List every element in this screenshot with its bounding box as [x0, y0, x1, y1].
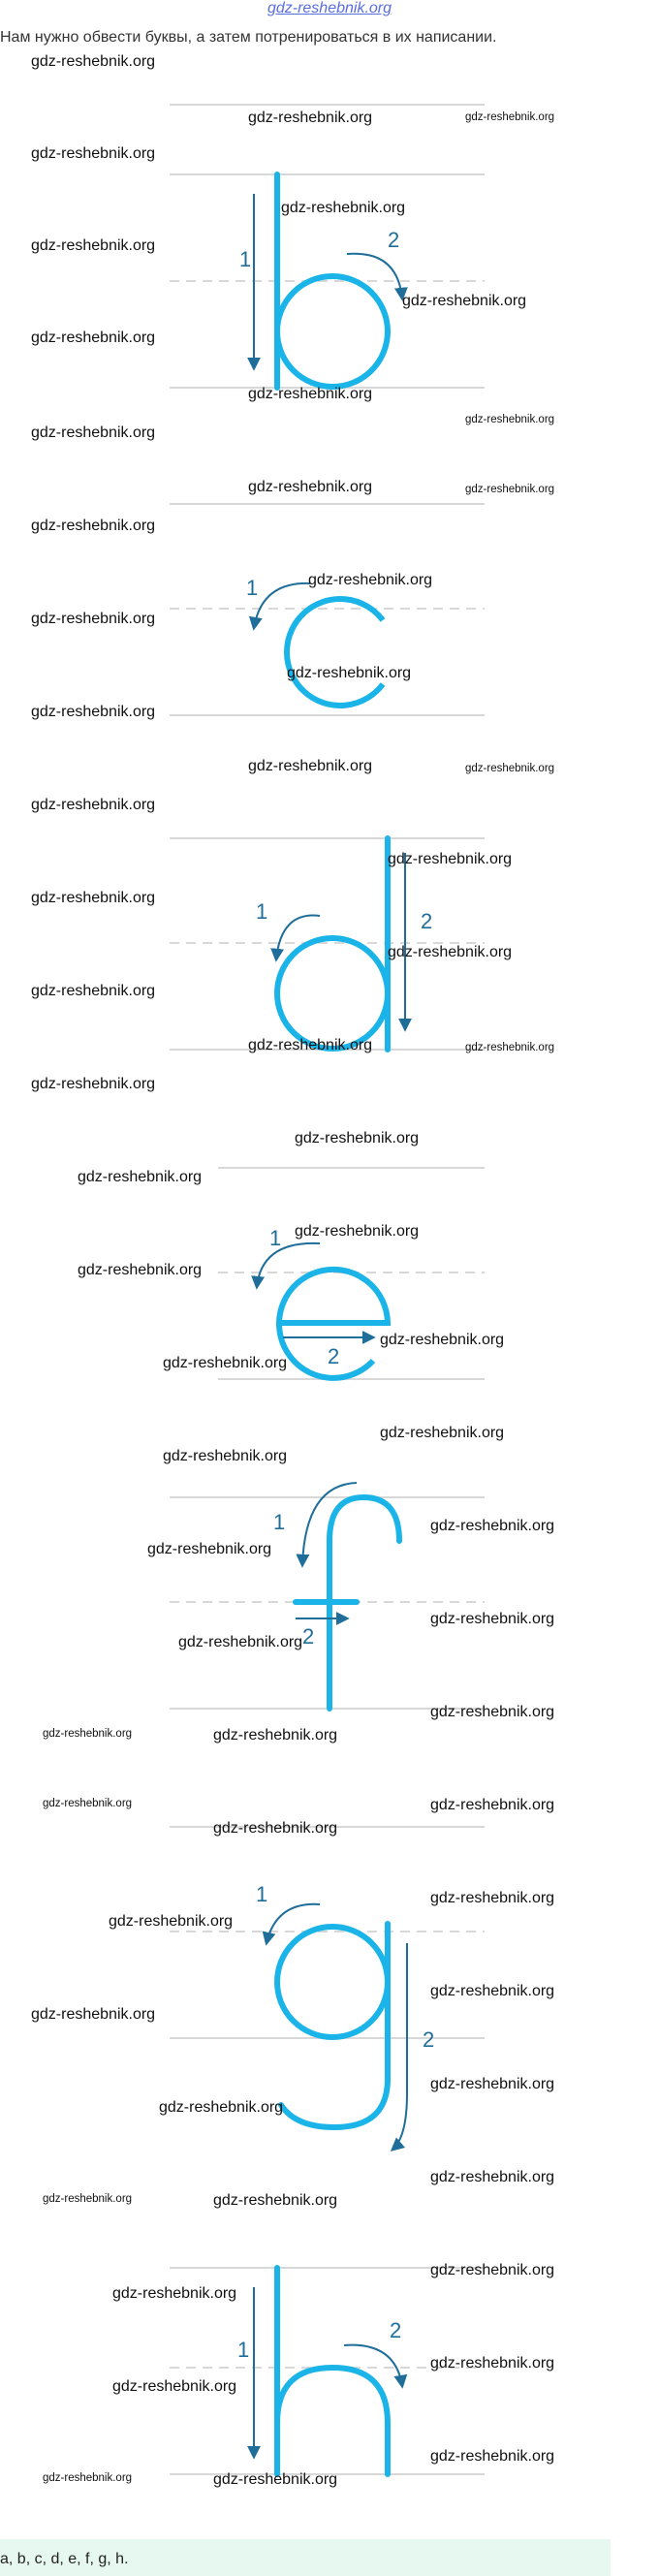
instruction-text: Нам нужно обвести буквы, а затем потренироваться в их написании. [0, 29, 497, 46]
letter-b-block [170, 105, 485, 388]
watermark: gdz-reshebnik.org [78, 1169, 203, 1185]
stroke-number: 1 [246, 576, 259, 600]
letter-g-bowl [277, 1927, 388, 2037]
watermark: gdz-reshebnik.org [295, 1223, 420, 1240]
watermark-small: gdz-reshebnik.org [43, 1728, 133, 1740]
letter-c-block [170, 504, 485, 715]
answer-text: a, b, c, d, e, f, g, h. [0, 2551, 129, 2567]
watermark: gdz-reshebnik.org [430, 2076, 555, 2092]
watermark: gdz-reshebnik.org [31, 704, 156, 720]
letter-d-bowl [277, 938, 388, 1049]
watermark: gdz-reshebnik.org [430, 1983, 555, 1999]
letter-h-arch [277, 2368, 388, 2474]
stroke-arrow-1 [257, 1243, 320, 1287]
watermark: gdz-reshebnik.org [248, 386, 373, 402]
watermark: gdz-reshebnik.org [31, 53, 156, 70]
watermark: gdz-reshebnik.org [430, 1890, 555, 1906]
site-title[interactable]: gdz-reshebnik.org [267, 0, 392, 16]
watermark: gdz-reshebnik.org [380, 1425, 505, 1441]
watermark: gdz-reshebnik.org [31, 890, 156, 906]
watermark-small: gdz-reshebnik.org [465, 763, 555, 774]
stroke-arrow-1 [254, 583, 310, 628]
watermark: gdz-reshebnik.org [147, 1541, 272, 1557]
watermark: gdz-reshebnik.org [402, 293, 527, 309]
stroke-number: 1 [237, 2338, 250, 2362]
watermark: gdz-reshebnik.org [31, 983, 156, 999]
watermark-small: gdz-reshebnik.org [465, 414, 555, 425]
watermark: gdz-reshebnik.org [213, 2192, 338, 2209]
watermark: gdz-reshebnik.org [308, 572, 433, 588]
watermark: gdz-reshebnik.org [178, 1634, 303, 1650]
watermark: gdz-reshebnik.org [430, 2355, 555, 2372]
watermark: gdz-reshebnik.org [31, 424, 156, 441]
watermark-small: gdz-reshebnik.org [43, 2193, 133, 2205]
watermark-small: gdz-reshebnik.org [43, 2472, 133, 2484]
stroke-arrow-1 [267, 1904, 320, 1943]
stroke-arrow-2 [392, 1943, 407, 2150]
watermark: gdz-reshebnik.org [31, 145, 156, 162]
watermark: gdz-reshebnik.org [430, 2262, 555, 2278]
watermark: gdz-reshebnik.org [31, 1076, 156, 1092]
stroke-number: 1 [239, 247, 252, 271]
watermark: gdz-reshebnik.org [31, 237, 156, 254]
watermark: gdz-reshebnik.org [112, 2285, 237, 2302]
letter-b-bowl [277, 276, 388, 387]
watermark: gdz-reshebnik.org [31, 611, 156, 627]
watermark: gdz-reshebnik.org [78, 1262, 203, 1278]
watermark: gdz-reshebnik.org [380, 1332, 505, 1348]
stroke-number: 2 [390, 2318, 402, 2342]
answer-bar [0, 2539, 611, 2576]
watermark: gdz-reshebnik.org [31, 2006, 156, 2023]
watermark: gdz-reshebnik.org [430, 1797, 555, 1813]
watermark: gdz-reshebnik.org [109, 1913, 234, 1930]
watermark: gdz-reshebnik.org [163, 1355, 288, 1371]
watermark: gdz-reshebnik.org [295, 1130, 420, 1147]
watermark: gdz-reshebnik.org [159, 2099, 284, 2116]
watermark: gdz-reshebnik.org [248, 479, 373, 495]
watermark-small: gdz-reshebnik.org [43, 1798, 133, 1809]
watermark: gdz-reshebnik.org [213, 2471, 338, 2488]
watermark: gdz-reshebnik.org [112, 2378, 237, 2395]
watermark: gdz-reshebnik.org [248, 1037, 373, 1053]
stroke-number: 2 [328, 1344, 340, 1368]
stroke-number: 2 [421, 909, 433, 933]
watermark-small: gdz-reshebnik.org [465, 484, 555, 495]
watermark-small: gdz-reshebnik.org [465, 111, 555, 123]
watermark: gdz-reshebnik.org [430, 1611, 555, 1627]
watermark: gdz-reshebnik.org [388, 944, 513, 960]
watermark: gdz-reshebnik.org [213, 1820, 338, 1837]
watermark: gdz-reshebnik.org [213, 1727, 338, 1744]
watermark: gdz-reshebnik.org [31, 797, 156, 813]
watermark: gdz-reshebnik.org [31, 518, 156, 534]
watermark: gdz-reshebnik.org [281, 200, 406, 216]
watermark: gdz-reshebnik.org [287, 665, 412, 681]
watermark-small: gdz-reshebnik.org [465, 1042, 555, 1053]
watermark: gdz-reshebnik.org [430, 1518, 555, 1534]
watermark: gdz-reshebnik.org [163, 1448, 288, 1464]
watermark: gdz-reshebnik.org [31, 330, 156, 346]
stroke-number: 1 [256, 899, 268, 924]
stroke-number: 2 [302, 1624, 315, 1649]
letter-f-block [170, 1483, 485, 1709]
watermark: gdz-reshebnik.org [430, 2448, 555, 2465]
watermark: gdz-reshebnik.org [388, 851, 513, 867]
stroke-number: 2 [388, 228, 400, 252]
watermark: gdz-reshebnik.org [430, 1704, 555, 1720]
letter-c-arc [287, 599, 383, 706]
watermark: gdz-reshebnik.org [248, 110, 373, 126]
stroke-number: 2 [423, 2027, 435, 2052]
stroke-number: 1 [269, 1226, 282, 1250]
watermark: gdz-reshebnik.org [248, 758, 373, 774]
stroke-number: 1 [256, 1882, 268, 1906]
stroke-number: 1 [273, 1510, 286, 1534]
watermark: gdz-reshebnik.org [430, 2169, 555, 2185]
